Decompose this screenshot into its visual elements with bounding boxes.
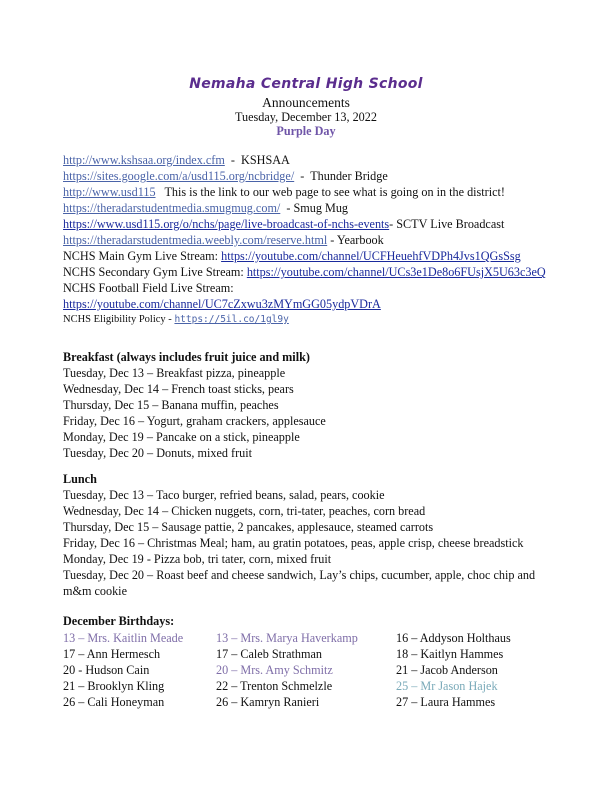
link-eligibility[interactable]: https://5il.co/1gl9y xyxy=(174,314,289,325)
menu-item: Monday, Dec 19 - Pizza bob, tri tater, corn, mixed fruit xyxy=(63,552,332,566)
link-desc: - Thunder Bridge xyxy=(294,169,388,183)
menu-item: Friday, Dec 16 – Yogurt, graham crackers, applesauce xyxy=(63,414,326,428)
stream-label: NCHS Main Gym Live Stream: xyxy=(63,249,222,263)
menu-item: Tuesday, Dec 13 – Taco burger, refried beans, salad, pears, cookie xyxy=(63,488,385,502)
theme-day: Purple Day xyxy=(276,124,336,138)
birthday-item: 20 - Hudson Cain xyxy=(63,663,150,677)
lunch-section xyxy=(63,471,583,599)
link-football-stream[interactable]: https://youtube.com/channel/UC7cZxwu3zMYmGG05ydpVDrA xyxy=(63,297,381,311)
birthday-item: 18 – Kaitlyn Hammes xyxy=(396,647,504,661)
menu-item: Tuesday, Dec 20 – Roast beef and cheese sandwich, Lay’s chips, cucumber, apple, choc chip and xyxy=(63,568,536,582)
menu-item: Wednesday, Dec 14 – Chicken nuggets, corn, tri-tater, peaches, corn bread xyxy=(63,504,426,518)
menu-item: Thursday, Dec 15 – Sausage pattie, 2 pancakes, applesauce, steamed carrots xyxy=(63,520,434,534)
birthday-item: 26 – Cali Honeyman xyxy=(63,695,165,709)
menu-item: Tuesday, Dec 20 – Donuts, mixed fruit xyxy=(63,446,253,460)
links-section xyxy=(63,152,583,328)
menu-item: m&m cookie xyxy=(63,584,127,598)
birthday-item: 17 – Ann Hermesch xyxy=(63,647,161,661)
birthdays-heading: December Birthdays: xyxy=(63,614,175,628)
breakfast-heading: Breakfast (always includes fruit juice and milk) xyxy=(63,350,310,364)
link-desc: - KSHSAA xyxy=(224,153,290,167)
link-thunder-bridge[interactable]: https://sites.google.com/a/usd115.org/ncbridge/ xyxy=(63,169,295,183)
eligibility-label: NCHS Eligibility Policy - xyxy=(63,314,175,325)
stream-label: NCHS Secondary Gym Live Stream: xyxy=(63,265,247,279)
lunch-heading: Lunch xyxy=(63,472,97,486)
link-usd115[interactable]: http://www.usd115 xyxy=(63,185,156,199)
birthdays-section xyxy=(63,613,583,710)
link-main-gym-stream[interactable]: https://youtube.com/channel/UCFHeuehfVDPh4Jvs1QGsSsg xyxy=(221,249,521,263)
link-yearbook[interactable]: https://theradarstudentmedia.weebly.com/reserve.html xyxy=(63,233,328,247)
link-smugmug[interactable]: https://theradarstudentmedia.smugmug.com/ xyxy=(63,201,281,215)
menu-item: Monday, Dec 19 – Pancake on a stick, pineapple xyxy=(63,430,300,444)
birthday-item: 17 – Caleb Strathman xyxy=(216,647,322,661)
link-desc: - Yearbook xyxy=(327,233,384,247)
birthday-item: 26 – Kamryn Ranieri xyxy=(216,695,320,709)
breakfast-section xyxy=(63,349,583,461)
link-desc: This is the link to our web page to see what is going on in the district! xyxy=(155,185,505,199)
menu-item: Thursday, Dec 15 – Banana muffin, peaches xyxy=(63,398,279,412)
birthday-item: 27 – Laura Hammes xyxy=(396,695,496,709)
school-name: Nemaha Central High School xyxy=(189,76,423,92)
stream-label: NCHS Football Field Live Stream: xyxy=(63,281,234,295)
link-kshsaa[interactable]: http://www.kshsaa.org/index.cfm xyxy=(63,153,225,167)
menu-item: Friday, Dec 16 – Christmas Meal; ham, au gratin potatoes, peas, apple crisp, cheese breadstick xyxy=(63,536,524,550)
page-title: Announcements xyxy=(262,95,350,110)
birthday-item: 16 – Addyson Holthaus xyxy=(396,631,511,645)
birthday-item: 22 – Trenton Schmelzle xyxy=(216,679,333,693)
birthday-item: 13 – Mrs. Marya Haverkamp xyxy=(216,631,358,645)
link-sctv[interactable]: https://www.usd115.org/o/nchs/page/live-broadcast-of-nchs-events xyxy=(63,217,390,231)
link-desc: - SCTV Live Broadcast xyxy=(389,217,505,231)
birthday-item: 20 – Mrs. Amy Schmitz xyxy=(216,663,333,677)
birthday-item: 21 – Jacob Anderson xyxy=(396,663,498,677)
menu-item: Wednesday, Dec 14 – French toast sticks, pears xyxy=(63,382,294,396)
menu-item: Tuesday, Dec 13 – Breakfast pizza, pineapple xyxy=(63,366,286,380)
date: Tuesday, December 13, 2022 xyxy=(235,110,377,124)
link-desc: - Smug Mug xyxy=(280,201,349,215)
link-secondary-gym-stream[interactable]: https://youtube.com/channel/UCs3e1De8o6FUsjX5U63c3eQ xyxy=(246,265,546,279)
birthday-item: 21 – Brooklyn Kling xyxy=(63,679,165,693)
birthday-item: 13 – Mrs. Kaitlin Meade xyxy=(63,631,184,645)
birthday-item: 25 – Mr Jason Hajek xyxy=(396,679,498,693)
